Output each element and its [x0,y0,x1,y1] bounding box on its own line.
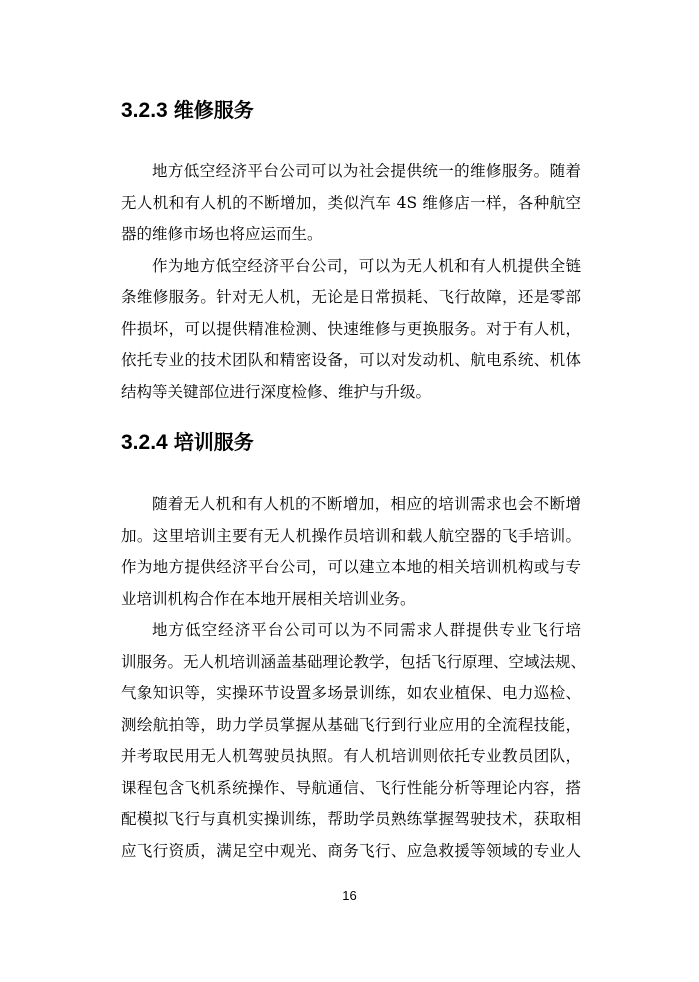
paragraph-line: 无人机和有人机的不断增加，类似汽车 4S 维修店一样，各种航空 [121,193,581,212]
section-title: 维修服务 [173,98,254,122]
paragraph [121,156,581,251]
paragraph-line: 加。这里培训主要有无人机操作员培训和载人航空器的飞手培训。 [121,526,581,545]
paragraph-line: 气象知识等，实操环节设置多场景训练，如农业植保、电力巡检、 [121,684,581,702]
paragraph-line: 随着无人机和有人机的不断增加，相应的培训需求也会不断增 [152,495,581,513]
paragraph-line: 作为地方低空经济平台公司，可以为无人机和有人机提供全链 [152,256,581,275]
section-title: 培训服务 [173,430,254,454]
paragraph-line: 测绘航拍等，助力学员掌握从基础飞行到行业应用的全流程技能， [121,715,581,734]
paragraph [121,251,581,409]
paragraph-line: 并考取民用无人机驾驶员执照。有人机培训则依托专业教员团队， [121,747,581,765]
section-body-3-2-4 [121,489,587,867]
paragraph-line: 业培训机构合作在本地开展相关培训业务。 [121,589,416,608]
section-number: 3.2.4 [121,431,168,454]
paragraph [121,489,581,615]
paragraph-line: 地方低空经济平台公司可以为社会提供统一的维修服务。随着 [152,162,581,180]
paragraph-line: 应飞行资质，满足空中观光、商务飞行、应急救援等领域的专业人 [121,841,581,860]
paragraph-line: 配模拟飞行与真机实操训练，帮助学员熟练掌握驾驶技术，获取相 [121,810,581,828]
section-number: 3.2.3 [121,99,168,122]
paragraph-line: 条维修服务。针对无人机，无论是日常损耗、飞行故障，还是零部 [121,288,581,306]
section-body-3-2-3 [121,156,581,408]
paragraph-line: 作为地方提供经济平台公司，可以建立本地的相关培训机构或与专 [121,558,581,576]
paragraph-line: 结构等关键部位进行深度检修、维护与升级。 [121,382,432,401]
section-heading-3-2-4 [121,428,254,457]
paragraph-line: 课程包含飞机系统操作、导航通信、飞行性能分析等理论内容，搭 [121,778,581,797]
paragraph-line: 训服务。无人机培训涵盖基础理论教学，包括飞行原理、空域法规、 [121,652,587,671]
page-number: 16 [342,888,357,903]
paragraph-line: 地方低空经济平台公司可以为不同需求人群提供专业飞行培 [152,621,581,639]
paragraph [121,615,587,867]
section-heading-3-2-3 [121,96,254,125]
paragraph-line: 依托专业的技术团队和精密设备，可以对发动机、航电系统、机体 [121,351,581,369]
paragraph-line: 件损坏，可以提供精准检测、快速维修与更换服务。对于有人机， [121,319,581,338]
paragraph-line: 器的维修市场也将应运而生。 [121,225,323,243]
